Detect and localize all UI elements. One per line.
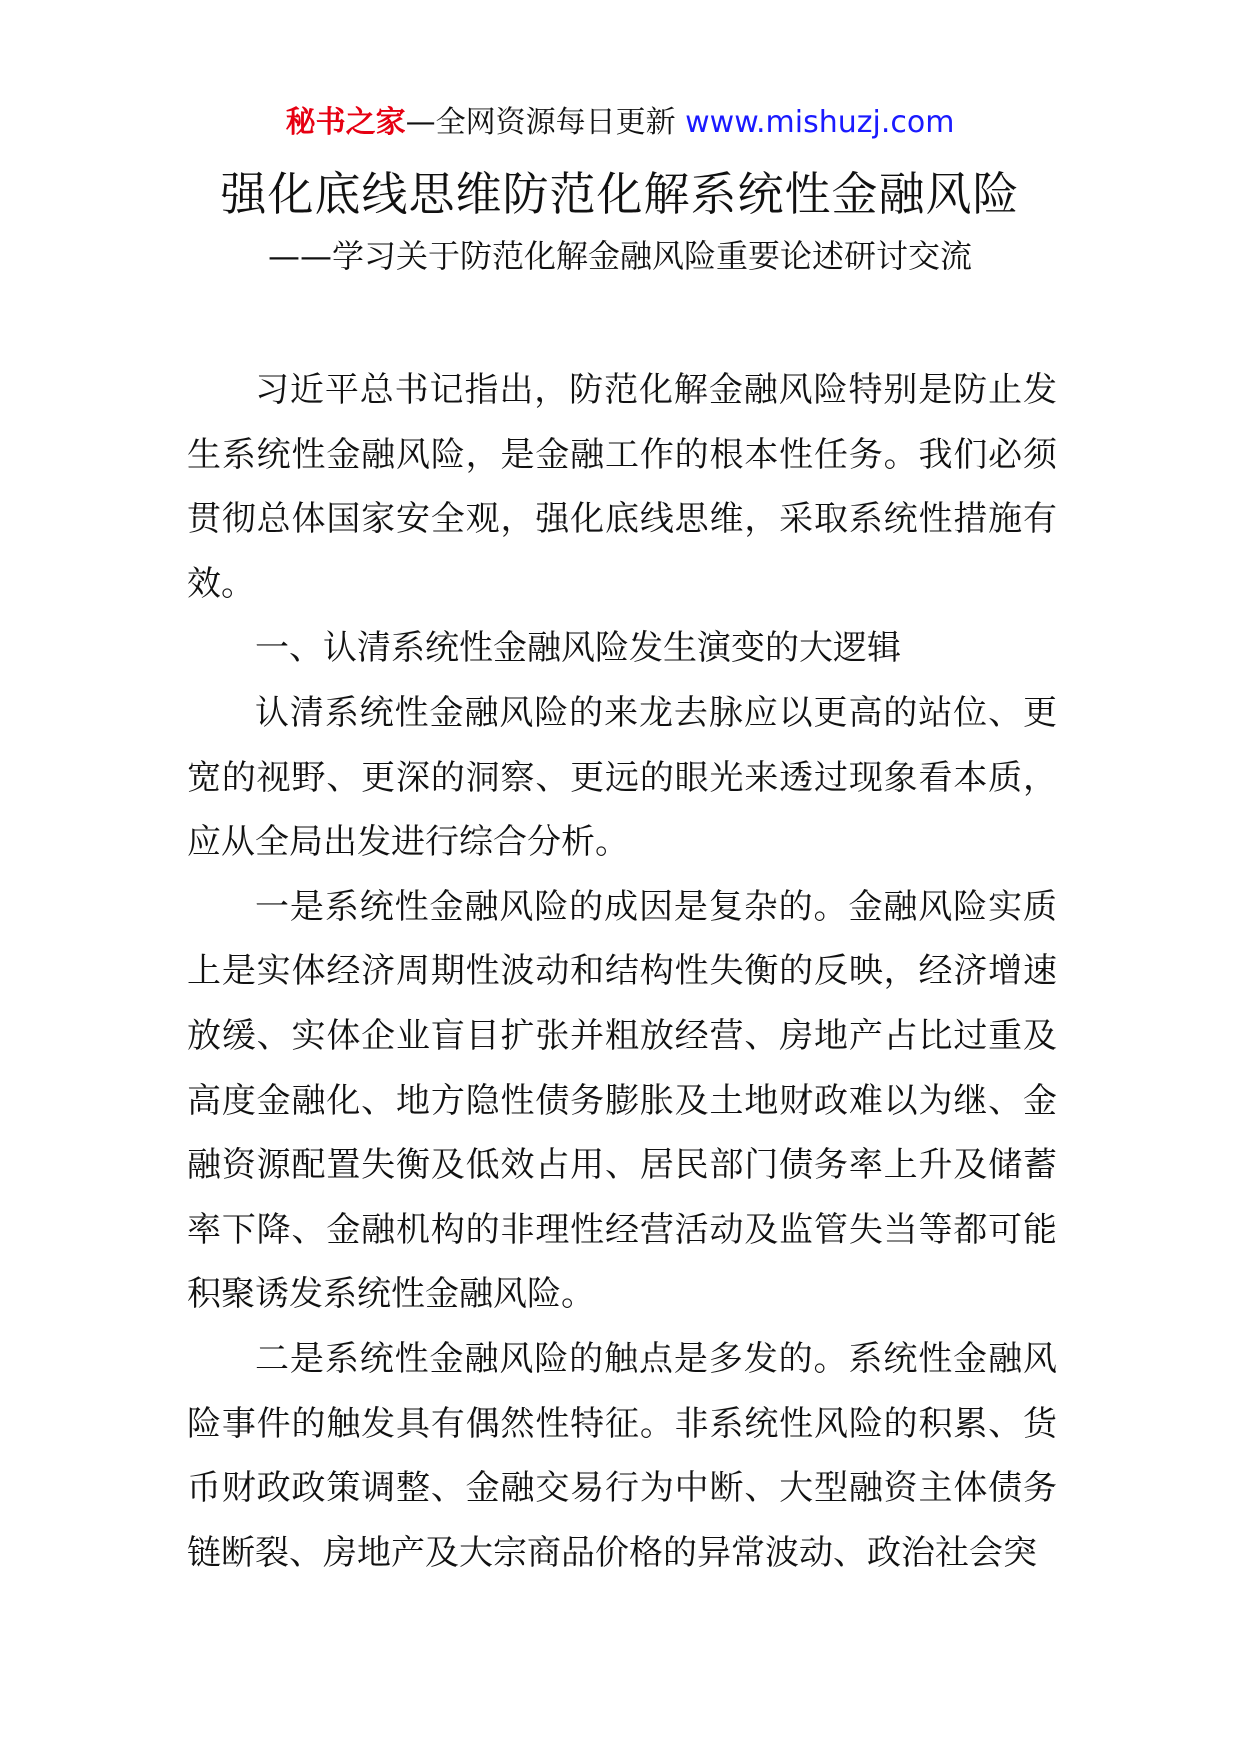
paragraph-intro: 习近平总书记指出，防范化解金融风险特别是防止发生系统性金融风险，是金融工作的根本性任务。我们必须贯彻总体国家安全观，强化底线思维，采取系统性措施有效。: [187, 370, 1057, 604]
section-heading-1: 一、认清系统性金融风险发生演变的大逻辑: [255, 628, 901, 669]
document-body: [187, 358, 1057, 1585]
site-brand: 秘书之家: [285, 105, 406, 140]
paragraph-overview: 认清系统性金融风险的来龙去脉应以更高的站位、更宽的视野、更深的洞察、更远的眼光来透过现象看本质，应从全局出发进行综合分析。: [187, 692, 1057, 863]
site-header: [0, 100, 1240, 146]
document-subtitle: ——学习关于防范化解金融风险重要论述研讨交流: [267, 237, 972, 275]
site-tagline: —全网资源每日更新: [405, 105, 676, 140]
site-url-link[interactable]: www.mishuzj.com: [685, 105, 955, 140]
paragraph-point-1: 一是系统性金融风险的成因是复杂的。金融风险实质上是实体经济周期性波动和结构性失衡的反映，经济增速放缓、实体企业盲目扩张并粗放经营、房地产占比过重及高度金融化、地方隐性债务膨胀及土地财政难以为继、金融资源配置失衡及低效占用、居民部门债务率上升及储蓄率下降、金融机构的非理性经营活动及监管失当等都可能积聚诱发系统性金融风险。: [187, 886, 1057, 1315]
document-title: 强化底线思维防范化解系统性金融风险: [220, 167, 1020, 221]
paragraph-point-2: 二是系统性金融风险的触点是多发的。系统性金融风险事件的触发具有偶然性特征。非系统性风险的积累、货币财政政策调整、金融交易行为中断、大型融资主体债务链断裂、房地产及大宗商品价格的异常波动、政治社会突: [187, 1338, 1057, 1573]
